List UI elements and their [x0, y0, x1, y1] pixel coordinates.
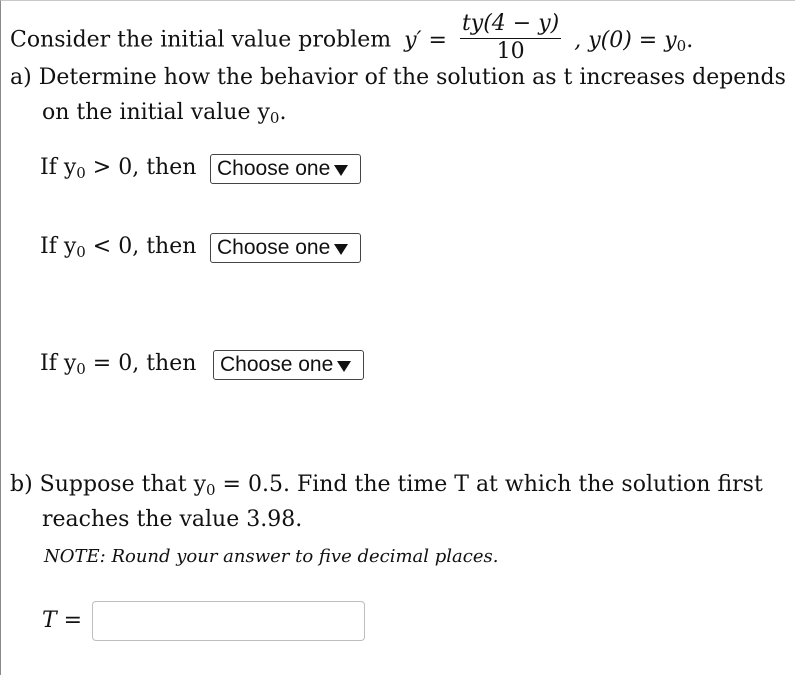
ode-fraction: [460, 12, 561, 65]
ode-lhs: y′ =: [404, 27, 447, 53]
intro-text: Consider the initial value problem: [10, 27, 392, 53]
case-zero-select[interactable]: [213, 350, 364, 380]
part-b-line1: b) Suppose that $y_0 = 0.5$. Find the time T at which the solution first: [10, 472, 763, 499]
initial-condition: , $y(0) = y_0$.: [574, 27, 694, 55]
answer-label: T =: [42, 608, 83, 633]
problem-statement: [10, 11, 694, 67]
select-value: Choose one: [217, 157, 331, 180]
part-b-line2: reaches the value 3.98.: [42, 507, 303, 532]
case-negative-label: If $y_0 < 0$, then: [40, 234, 197, 261]
case-negative-select[interactable]: [210, 233, 361, 263]
fraction-denominator: 10: [496, 39, 525, 64]
case-zero-label: If $y_0 = 0$, then: [40, 351, 197, 378]
select-value: Choose one: [217, 236, 331, 259]
part-a-line2: on the initial value $y_0$.: [42, 100, 287, 127]
dropdown-arrow-icon: [337, 361, 351, 372]
rounding-note: NOTE: Round your answer to five decimal places.: [44, 546, 499, 567]
answer-input[interactable]: [92, 601, 365, 641]
select-value: Choose one: [220, 353, 334, 376]
dropdown-arrow-icon: [334, 165, 348, 176]
fraction-numerator: ty(4 − y): [460, 12, 561, 39]
part-a-line1: a) Determine how the behavior of the solution as t increases depends: [10, 65, 786, 90]
case-positive-select[interactable]: [210, 154, 361, 184]
dropdown-arrow-icon: [334, 244, 348, 255]
case-positive-label: If $y_0 > 0$, then: [40, 155, 197, 182]
